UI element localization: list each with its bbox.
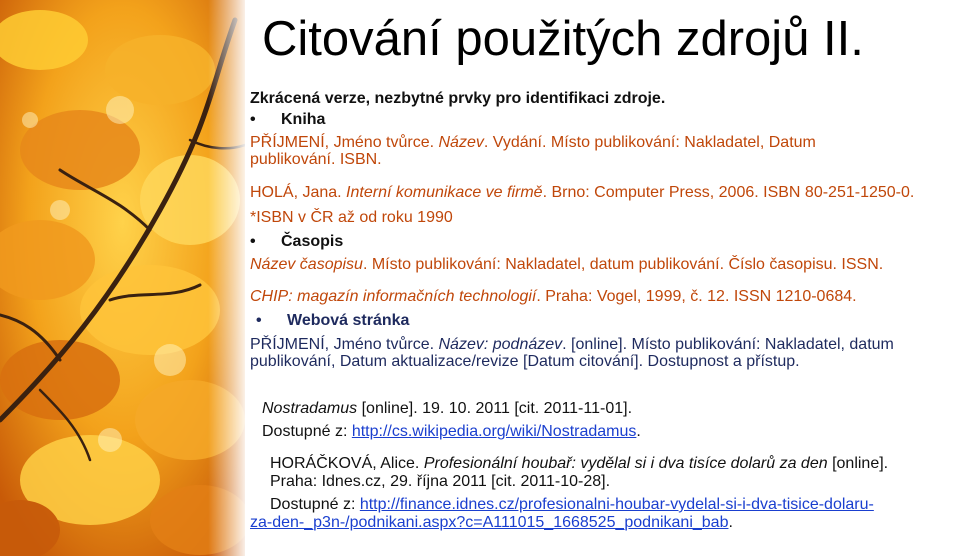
web-example1-end: . xyxy=(636,423,641,440)
web-format-surname: PŘÍJMENÍ, Jméno tvůrce. xyxy=(250,336,439,353)
idnes-link-part2[interactable]: za-den-_p3n-/podnikani.aspx?c=A111015_1668525_podnikani_bab xyxy=(250,514,729,531)
web-format-title: Název: podnázev xyxy=(438,336,563,353)
book-format-title: Název xyxy=(438,134,484,151)
journal-example-title: CHIP: magazín informačních technologií xyxy=(250,288,537,305)
book-format-line2: publikování. ISBN. xyxy=(250,151,382,168)
web-example1-avail: Dostupné z: xyxy=(262,423,352,440)
web-example1-title: Nostradamus xyxy=(262,400,358,417)
web-example2-line1 xyxy=(270,454,888,474)
intro-text: Zkrácená verze, nezbytné prvky pro identifikaci zdroje. xyxy=(250,90,666,107)
slide-title: Citování použitých zdrojů II. xyxy=(262,12,864,66)
journal-heading: • Časopis xyxy=(281,232,343,252)
web-example2-title: Profesionální houbař: vydělal si i dva tisíce dolarů za den xyxy=(423,455,828,472)
idnes-link-part1[interactable]: http://finance.idnes.cz/profesionalni-houbar-vydelal-si-i-dva-tisice-dolaru- xyxy=(359,496,874,513)
journal-format-title: Název časopisu xyxy=(250,256,363,273)
web-example2-avail: Dostupné z: xyxy=(270,496,360,513)
journal-example xyxy=(250,287,857,307)
book-example-rest: . Brno: Computer Press, 2006. ISBN 80-251-1250-0. xyxy=(542,184,915,201)
web-example2-line2: Praha: Idnes.cz, 29. října 2011 [cit. 2011-10-28]. xyxy=(270,473,611,490)
web-example2-line4 xyxy=(250,513,733,533)
web-format-line2: publikování, Datum aktualizace/revize [Datum citování]. Dostupnost a přístup. xyxy=(250,353,800,370)
book-example xyxy=(250,183,914,203)
book-format-surname: PŘÍJMENÍ, Jméno tvůrce. xyxy=(250,134,439,151)
web-example2-rest: [online]. xyxy=(827,455,889,472)
book-heading: • Kniha xyxy=(281,110,325,130)
book-format-rest1: . Vydání. Místo publikování: Nakladatel, Datum xyxy=(483,134,816,151)
web-example2-line3 xyxy=(270,495,874,515)
journal-example-rest: . Praha: Vogel, 1999, č. 12. ISSN 1210-0684. xyxy=(536,288,857,305)
isbn-note: *ISBN v ČR až od roku 1990 xyxy=(250,209,453,226)
web-example1-line2 xyxy=(262,422,641,442)
web-example1-rest: [online]. 19. 10. 2011 [cit. 2011-11-01]. xyxy=(357,400,633,417)
web-example1-line1 xyxy=(262,399,632,419)
web-heading: • Webová stránka xyxy=(287,311,409,331)
journal-format-rest: . Místo publikování: Nakladatel, datum publikování. Číslo časopisu. ISSN. xyxy=(362,256,884,273)
book-example-title: Interní komunikace ve firmě xyxy=(346,184,543,201)
book-example-author: HOLÁ, Jana. xyxy=(250,184,347,201)
web-example2-end: . xyxy=(728,514,733,531)
web-example2-author: HORÁČKOVÁ, Alice. xyxy=(270,455,424,472)
web-format-rest1: . [online]. Místo publikování: Nakladatel, datum xyxy=(562,336,894,353)
journal-format xyxy=(250,255,883,275)
nostradamus-link[interactable]: http://cs.wikipedia.org/wiki/Nostradamus xyxy=(351,423,637,440)
